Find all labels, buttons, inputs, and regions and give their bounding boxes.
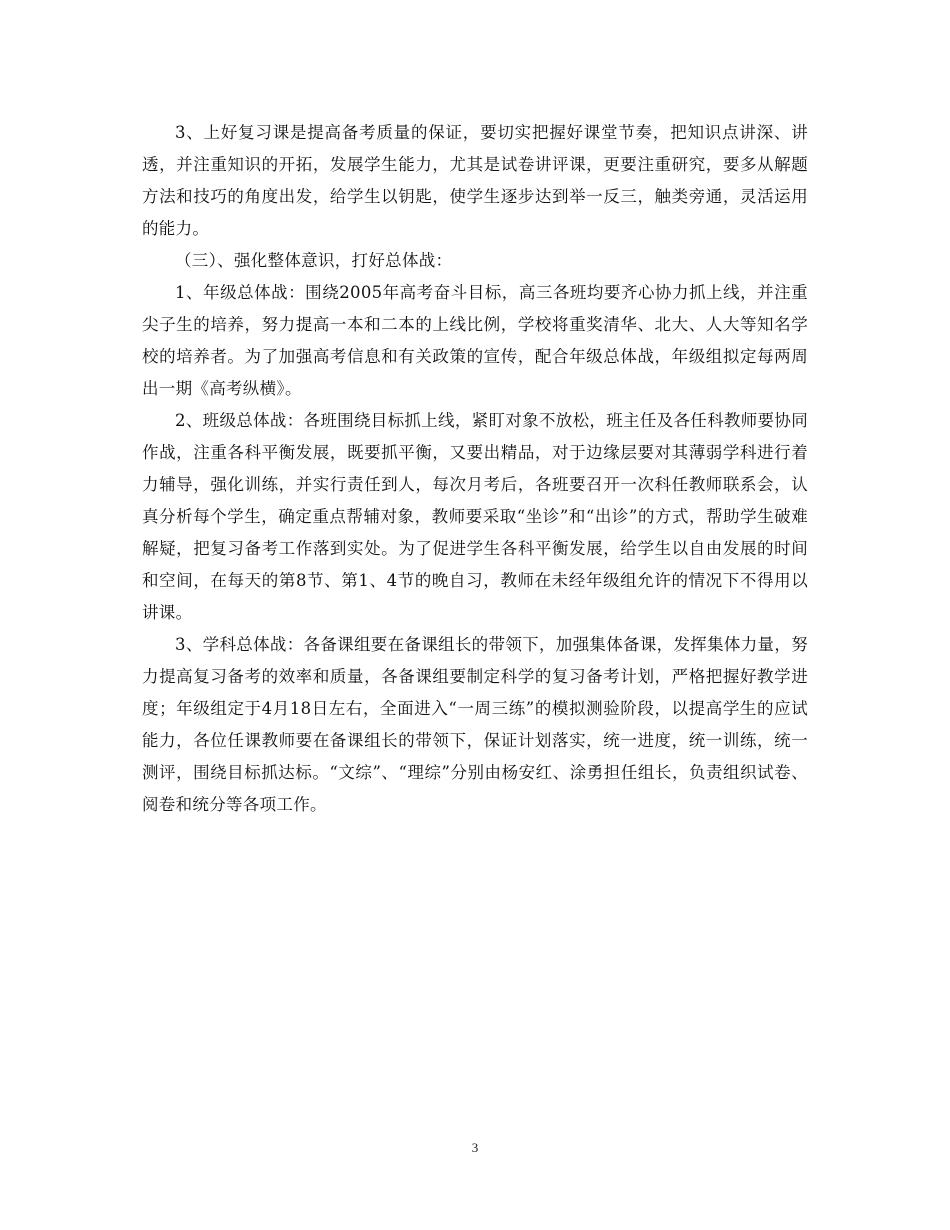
section-heading-overall-strategy: （三）、强化整体意识，打好总体战： (175, 251, 453, 270)
document-body (142, 117, 808, 821)
paragraph-review-lessons: 3、上好复习课是提高备考质量的保证，要切实把握好课堂节奏，把知识点讲深、讲透，并注重知识的开拓，发展学生能力，尤其是试卷讲评课，更要注重研究，要多从解题方法和技巧的角度出发，给学生以钥匙，使学生逐步达到举一反三，触类旁通，灵活运用的能力。 (142, 123, 808, 238)
paragraph-grade-strategy: 1、年级总体战：围绕2005年高考奋斗目标，高三各班均要齐心协力抓上线，并注重尖子生的培养，努力提高一本和二本的上线比例，学校将重奖清华、北大、人大等知名学校的培养者。为了加强高考信息和有关政策的宣传，配合年级总体战，年级组拟定每两周出一期《高考纵横》。 (142, 283, 808, 398)
page-number: 3 (471, 1140, 479, 1155)
paragraph-class-strategy: 2、班级总体战：各班围绕目标抓上线，紧盯对象不放松，班主任及各任科教师要协同作战，注重各科平衡发展，既要抓平衡，又要出精品，对于边缘层要对其薄弱学科进行着力辅导，强化训练，并实行责任到人，每次月考后，各班要召开一次科任教师联系会，认真分析每个学生，确定重点帮辅对象，教师要采取“坐诊”和“出诊”的方式，帮助学生破难解疑，把复习备考工作落到实处。为了促进学生各科平衡发展，给学生以自由发展的时间和空间，在每天的第8节、第1、4节的晚自习，教师在未经年级组允许的情况下不得用以讲课。 (142, 411, 808, 622)
paragraph-subject-strategy: 3、学科总体战：各备课组要在备课组长的带领下，加强集体备课，发挥集体力量，努力提高复习备考的效率和质量，各备课组要制定科学的复习备考计划，严格把握好教学进度；年级组定于4月18日左右，全面进入“一周三练”的模拟测验阶段，以提高学生的应试能力，各位任课教师要在备课组长的带领下，保证计划落实，统一进度，统一训练，统一测评，围绕目标抓达标。“文综”、“理综”分别由杨安红、涂勇担任组长，负责组织试卷、阅卷和统分等各项工作。 (142, 635, 808, 814)
